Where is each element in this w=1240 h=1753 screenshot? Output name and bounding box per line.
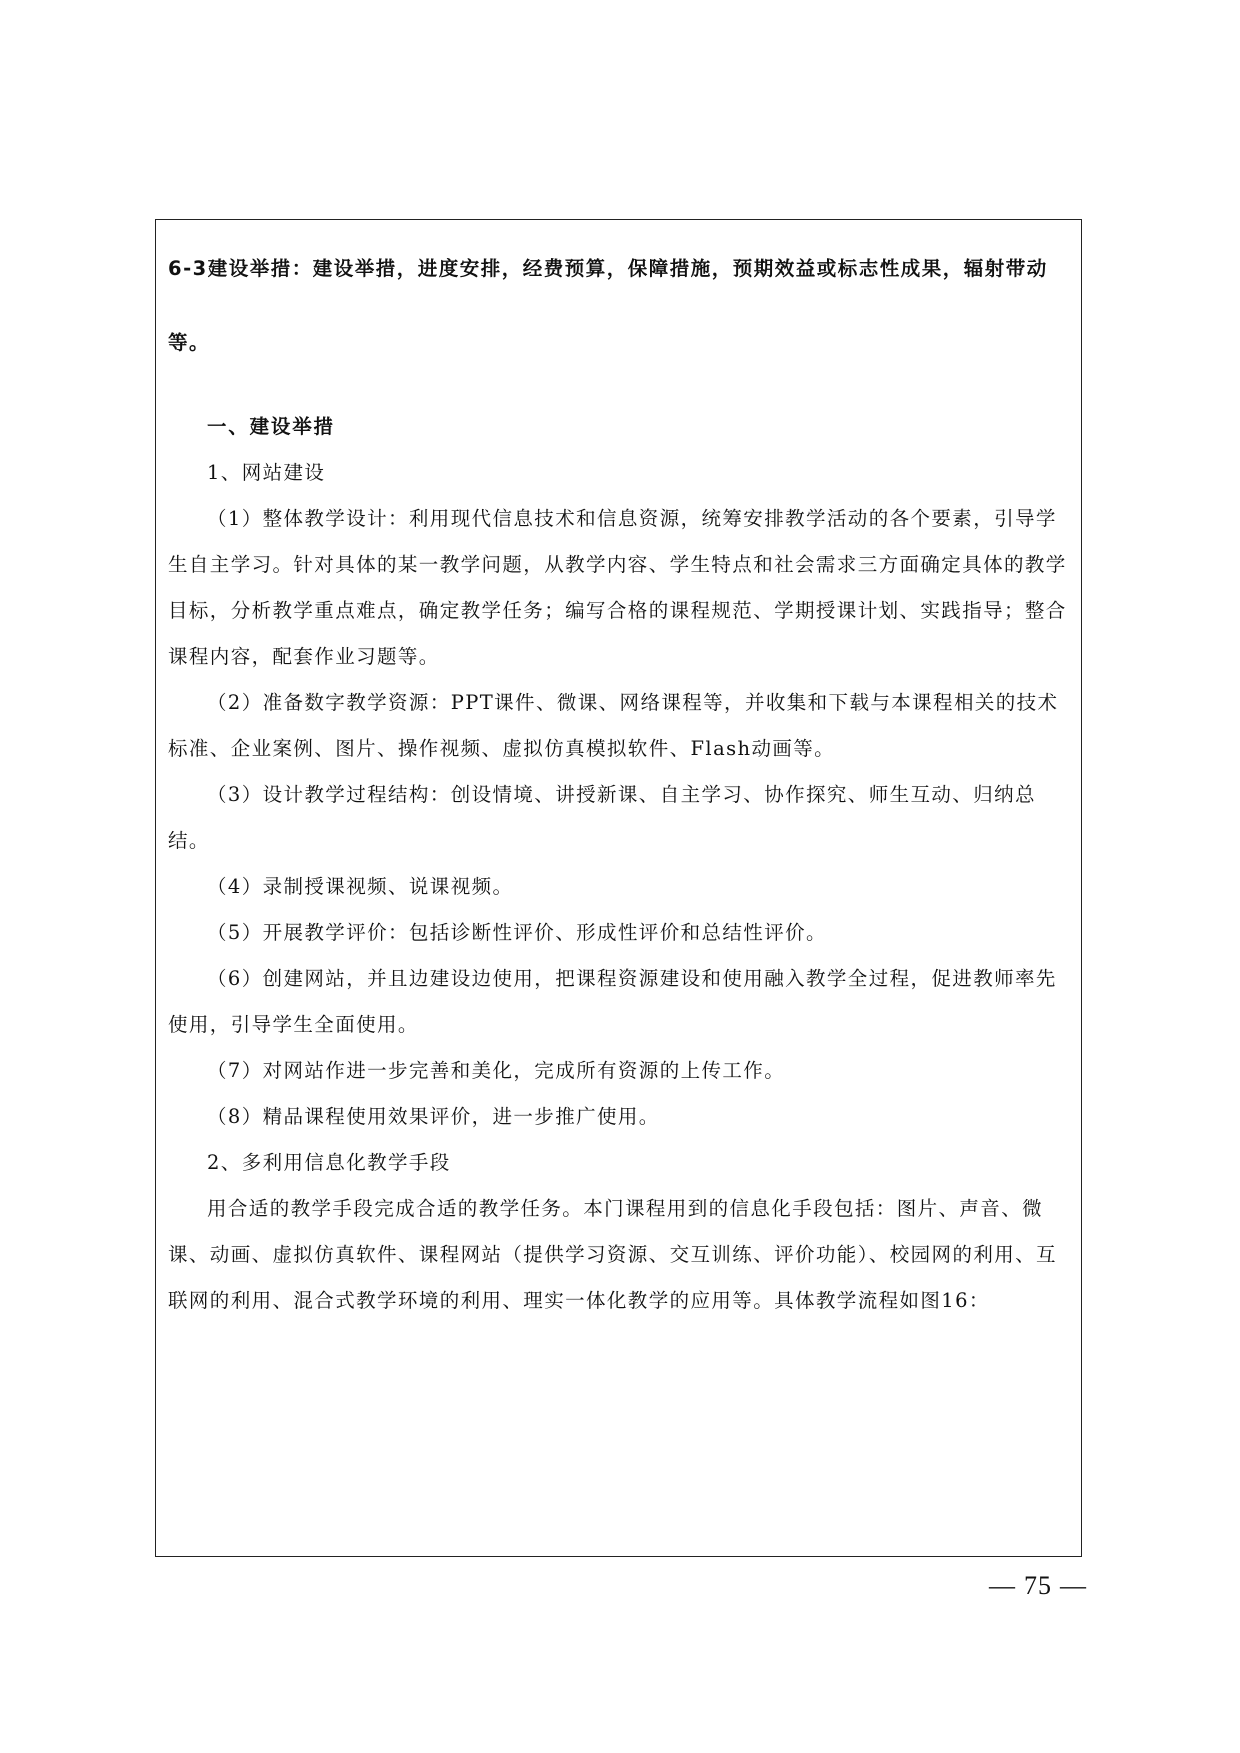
item-heading: 6-3建设举措：建设举措，进度安排，经费预算，保障措施，预期效益或标志性成果，辐射带动等。: [168, 257, 1048, 354]
subsection-title: 2、多利用信息化教学手段: [207, 1151, 451, 1174]
footer-dash-left: —: [989, 1571, 1016, 1600]
paragraph: （8）精品课程使用效果评价，进一步推广使用。: [207, 1105, 660, 1128]
page-number: 75: [1024, 1571, 1052, 1600]
section-title: 一、建设举措: [207, 415, 335, 438]
subsection-title: 1、网站建设: [207, 461, 326, 484]
paragraph: （2）准备数字教学资源：PPT课件、微课、网络课程等，并收集和下载与本课程相关的技术标准、企业案例、图片、操作视频、虚拟仿真模拟软件、Flash动画等。: [168, 691, 1059, 760]
footer-dash-right: —: [1060, 1571, 1087, 1600]
body-text: [168, 404, 1073, 1324]
paragraph: （3）设计教学过程结构：创设情境、讲授新课、自主学习、协作探究、师生互动、归纳总结。: [168, 783, 1036, 852]
paragraph: （1）整体教学设计：利用现代信息技术和信息资源，统筹安排教学活动的各个要素，引导学生自主学习。针对具体的某一教学问题，从教学内容、学生特点和社会需求三方面确定具体的教学目标，分析教学重点难点，确定教学任务；编写合格的课程规范、学期授课计划、实践指导；整合课程内容，配套作业习题等。: [168, 507, 1067, 668]
paragraph: （6）创建网站，并且边建设边使用，把课程资源建设和使用融入教学全过程，促进教师率先使用，引导学生全面使用。: [168, 967, 1057, 1036]
page-footer: [981, 1561, 1095, 1611]
paragraph: （5）开展教学评价：包括诊断性评价、形成性评价和总结性评价。: [207, 921, 827, 944]
paragraph: （4）录制授课视频、说课视频。: [207, 875, 514, 898]
content-table-cell: [155, 219, 1082, 1557]
paragraph: 用合适的教学手段完成合适的教学任务。本门课程用到的信息化手段包括：图片、声音、微课、动画、虚拟仿真软件、课程网站（提供学习资源、交互训练、评价功能）、校园网的利用、互联网的利用、混合式教学环境的利用、理实一体化教学的应用等。具体教学流程如图16：: [168, 1197, 1057, 1312]
paragraph: （7）对网站作进一步完善和美化，完成所有资源的上传工作。: [207, 1059, 786, 1082]
